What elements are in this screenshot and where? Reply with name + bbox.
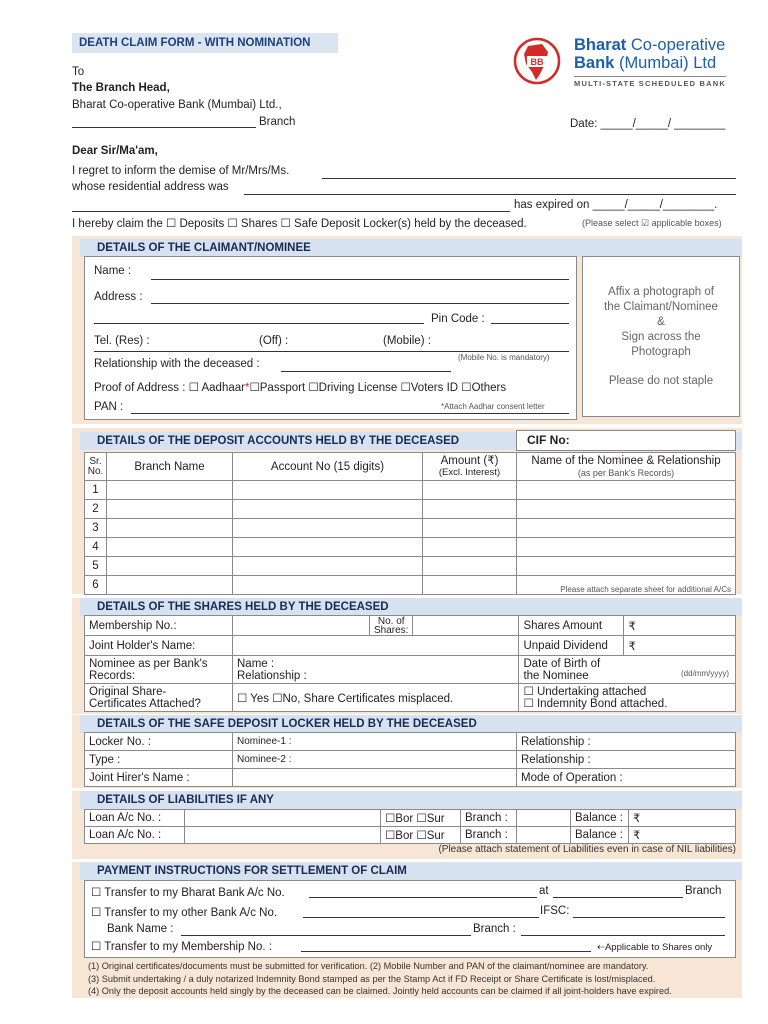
claimant-name-field[interactable]	[151, 279, 569, 280]
bank-logo	[512, 32, 748, 92]
liabilities-section	[72, 791, 742, 859]
claimant-name-label: Name :	[94, 265, 132, 277]
cif-field[interactable]: CIF No:	[516, 430, 736, 451]
claimant-address-field-2[interactable]	[94, 323, 424, 324]
claimant-box	[84, 256, 577, 420]
locker-no-label: Locker No. :	[85, 733, 233, 751]
photo-text-3: &	[657, 316, 665, 328]
at-label: at	[539, 885, 549, 897]
table-row[interactable]: 2	[85, 500, 736, 519]
shares-amount-label: Shares Amount	[519, 616, 624, 636]
nominee1-field[interactable]: Nominee-1 :	[233, 733, 517, 751]
nominee-records-field[interactable]: Name : Relationship :	[233, 656, 519, 684]
original-certificates-options[interactable]: ☐ Yes ☐No, Share Certificates misplaced.	[233, 684, 519, 712]
no-of-shares-field[interactable]	[413, 616, 519, 636]
recipient: The Branch Head,	[72, 82, 170, 94]
liabilities-heading: DETAILS OF LIABILITIES IF ANY	[80, 791, 742, 809]
bank-name-field[interactable]	[181, 935, 471, 936]
table-row[interactable]: 4	[85, 538, 736, 557]
bharat-branch-field[interactable]	[553, 897, 683, 898]
table-row[interactable]: 3	[85, 519, 736, 538]
expired-on-field[interactable]: has expired on _____/_____/________.	[514, 199, 718, 211]
deceased-address-field[interactable]	[244, 194, 736, 195]
membership-label: Membership No.:	[85, 616, 233, 636]
undertaking-options[interactable]: ☐ Undertaking attached ☐ Indemnity Bond attached.	[519, 684, 736, 712]
membership-field[interactable]	[233, 616, 370, 636]
mobile-label: (Mobile) :	[383, 335, 431, 347]
bharat-account-field[interactable]	[309, 897, 537, 898]
original-certificates-label: Original Share- Certificates Attached?	[85, 684, 233, 712]
relationship-field[interactable]	[281, 371, 451, 372]
relationship1-field[interactable]: Relationship :	[517, 733, 736, 751]
joint-holder-label: Joint Holder's Name:	[85, 636, 233, 656]
type-label: Type :	[85, 751, 233, 769]
deceased-address-field-2[interactable]	[72, 211, 510, 212]
claim-note: (Please select ☑ applicable boxes)	[582, 218, 722, 228]
no-of-shares-label: No. of Shares:	[370, 616, 413, 636]
relationship2-field[interactable]: Relationship :	[517, 751, 736, 769]
locker-section	[72, 715, 742, 788]
deposits-note: Please attach separate sheet for additional A/Cs	[517, 576, 736, 595]
payment-option-membership[interactable]: ☐ Transfer to my Membership No. :	[91, 941, 272, 953]
tel-field[interactable]	[94, 351, 569, 352]
bank-name-line2: Bank (Mumbai) Ltd	[574, 54, 717, 72]
claimant-address-field[interactable]	[151, 303, 569, 304]
unpaid-dividend-label: Unpaid Dividend	[519, 636, 624, 656]
deposits-table	[84, 452, 736, 595]
joint-hirer-field[interactable]	[233, 769, 517, 787]
bank-emblem-icon	[512, 36, 562, 86]
claimant-address-label: Address :	[94, 291, 143, 303]
shares-amount-field[interactable]: ₹	[624, 616, 736, 636]
payment-option-bharat[interactable]: ☐ Transfer to my Bharat Bank A/c No.	[91, 887, 285, 899]
locker-table	[84, 732, 736, 787]
photo-text-2: the Claimant/Nominee	[604, 301, 718, 313]
photo-text-4: Sign across the	[621, 331, 701, 343]
deposits-heading: DETAILS OF THE DEPOSIT ACCOUNTS HELD BY THE DECEASED	[80, 432, 742, 450]
aadhar-note: *Attach Aadhar consent letter	[441, 402, 545, 411]
liabilities-table	[84, 809, 736, 844]
mobile-note: (Mobile No. is mandatory)	[458, 353, 550, 362]
table-row[interactable]: 1	[85, 481, 736, 500]
joint-holder-field[interactable]	[233, 636, 519, 656]
ifsc-field[interactable]	[573, 917, 725, 918]
deceased-name-field[interactable]	[322, 178, 736, 179]
payment-box	[84, 880, 736, 958]
ifsc-label: IFSC:	[540, 905, 570, 917]
shares-only-note: ⇠Applicable to Shares only	[597, 942, 713, 953]
photo-text-6: Please do not staple	[608, 375, 714, 387]
demise-line: I regret to inform the demise of Mr/Mrs/Ms.	[72, 165, 290, 177]
proof-of-address[interactable]: Proof of Address : ☐ Aadhaar*☐Passport ☐Driving License ☐Voters ID ☐Others	[94, 382, 507, 394]
tel-off-label: (Off) :	[259, 335, 289, 347]
nominee2-field[interactable]: Nominee-2 :	[233, 751, 517, 769]
mode-of-operation-field[interactable]: Mode of Operation :	[517, 769, 736, 787]
photo-box[interactable]	[582, 256, 740, 417]
photo-text-1: Affix a photograph of	[608, 286, 714, 298]
claim-options[interactable]: I hereby claim the ☐ Deposits ☐ Shares ☐ Safe Deposit Locker(s) held by the deceased.	[72, 218, 527, 230]
liabilities-note: (Please attach statement of Liabilities even in case of NIL liabilities)	[438, 844, 736, 855]
branch-label: Branch	[259, 116, 296, 128]
bank-name-label: Bank Name :	[107, 923, 174, 935]
bank-address: Bharat Co-operative Bank (Mumbai) Ltd.,	[72, 99, 282, 111]
shares-heading: DETAILS OF THE SHARES HELD BY THE DECEASED	[80, 598, 742, 616]
branch-field[interactable]	[72, 127, 256, 128]
footnotes	[88, 960, 672, 998]
claimant-section	[72, 236, 742, 424]
unpaid-dividend-field[interactable]: ₹	[624, 636, 736, 656]
pin-label: Pin Code :	[431, 313, 485, 325]
payment-option-other-bank[interactable]: ☐ Transfer to my other Bank A/c No.	[91, 907, 278, 919]
col-nominee: Name of the Nominee & Relationship (as per Bank's Records)	[517, 453, 736, 481]
photo-text-5: Photograph	[631, 346, 691, 358]
pin-field[interactable]	[491, 323, 569, 324]
footnote-1: (1) Original certificates/documents must be submitted for verification. (2) Mobile Number and PAN of the claimant/nominee are mandatory.	[88, 961, 649, 971]
bank-name-line1: Bharat Co-operative	[574, 36, 726, 54]
table-row[interactable]: 5	[85, 557, 736, 576]
tel-res-label: Tel. (Res) :	[94, 335, 150, 347]
pan-field[interactable]	[131, 413, 569, 414]
membership-no-field[interactable]	[301, 951, 591, 952]
relationship-label: Relationship with the deceased :	[94, 358, 260, 370]
pan-label: PAN :	[94, 401, 124, 413]
table-row[interactable]: Loan A/c No. : ☐Bor ☐Sur Branch : Balance : ₹	[85, 827, 736, 844]
address-line-label: whose residential address was	[72, 181, 229, 193]
shares-table	[84, 615, 736, 712]
locker-heading: DETAILS OF THE SAFE DEPOSIT LOCKER HELD BY THE DECEASED	[80, 715, 742, 733]
deposits-section	[72, 428, 742, 594]
payment-heading: PAYMENT INSTRUCTIONS FOR SETTLEMENT OF CLAIM	[80, 862, 742, 880]
salutation: Dear Sir/Ma'am,	[72, 145, 158, 157]
deposits-header-row	[85, 453, 736, 481]
footnote-3: (4) Only the deposit accounts held singly by the deceased can be claimed. Jointly held accounts can be claimed if all joint-holders have expired.	[88, 986, 672, 996]
col-branch: Branch Name	[107, 453, 233, 481]
joint-hirer-label: Joint Hirer's Name :	[85, 769, 233, 787]
table-row[interactable]: Loan A/c No. : ☐Bor ☐Sur Branch : Balance : ₹	[85, 810, 736, 827]
branch-label-3: Branch :	[473, 923, 516, 935]
form-title: DEATH CLAIM FORM - WITH NOMINATION	[72, 33, 338, 53]
col-account: Account No (15 digits)	[233, 453, 423, 481]
logo-letters: BB	[530, 57, 544, 67]
footnote-2: (3) Submit undertaking / a duly notarized Indemnity Bond stamped as per the Stamp Act if FD Receipt or Share Certificate is lost/misplaced.	[88, 973, 656, 984]
col-sr: Sr. No.	[85, 453, 107, 481]
to-label: To	[72, 66, 85, 78]
payment-section	[72, 862, 742, 998]
table-row[interactable]: 6 Please attach separate sheet for additional A/Cs	[85, 576, 736, 595]
dob-field[interactable]: Date of Birth of the Nominee (dd/mm/yyyy)	[519, 656, 736, 684]
col-amount: Amount (₹) (Excl. Interest)	[423, 453, 517, 481]
nominee-records-label: Nominee as per Bank's Records:	[85, 656, 233, 684]
date-field[interactable]: Date: _____/_____/ ________	[570, 118, 726, 130]
shares-section	[72, 598, 742, 714]
claimant-heading: DETAILS OF THE CLAIMANT/NOMINEE	[80, 239, 742, 257]
branch-label-2: Branch	[685, 885, 722, 897]
other-account-field[interactable]	[303, 917, 539, 918]
other-branch-field[interactable]	[521, 935, 725, 936]
bank-tagline: MULTI-STATE SCHEDULED BANK	[574, 76, 726, 88]
